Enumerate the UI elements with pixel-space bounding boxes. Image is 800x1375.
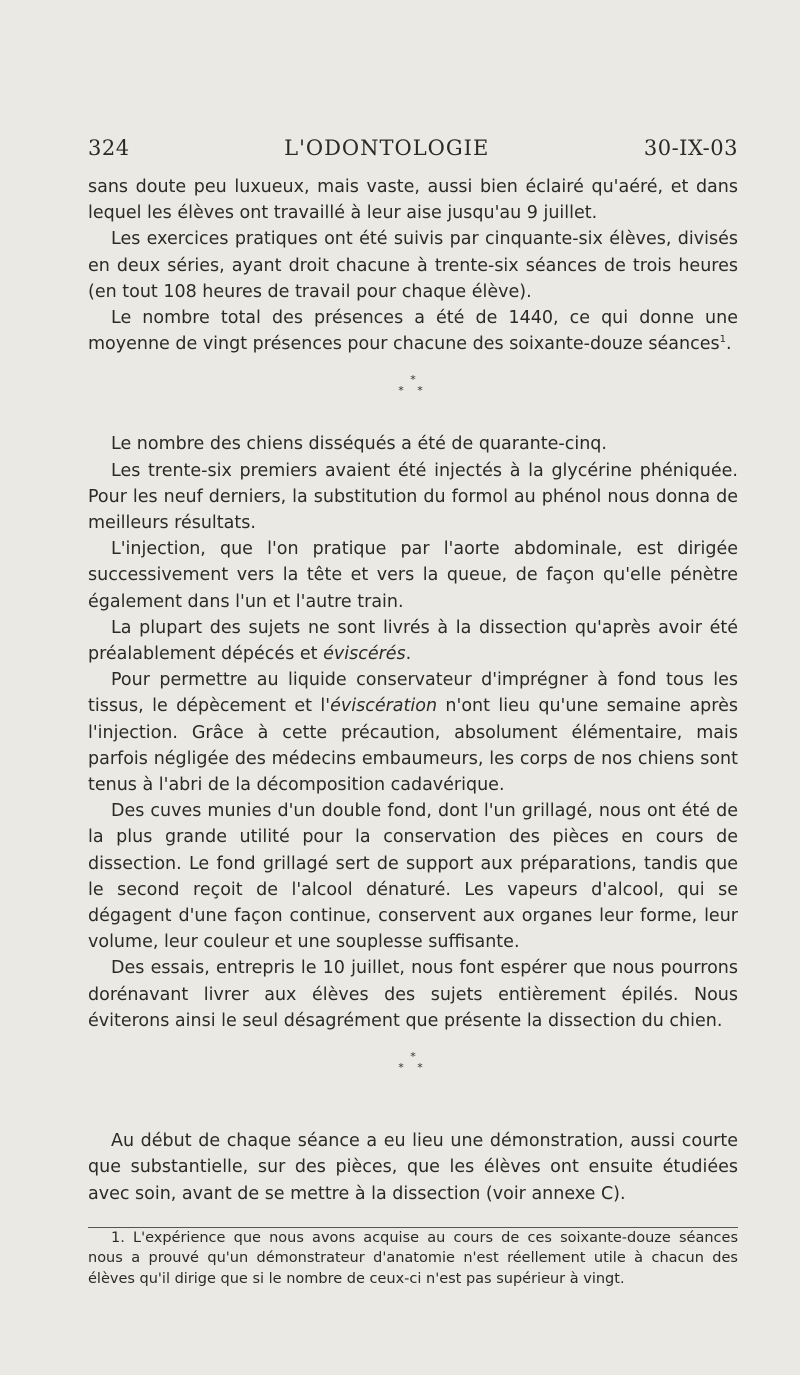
asterism-top: * <box>410 373 416 387</box>
paragraph-8 <box>88 667 738 798</box>
paragraph-7-text: La plupart des sujets ne sont livrés à la dissection qu'après avoir été préalablement dépécés et <box>88 617 738 665</box>
asterism-bottom-2: * * <box>398 1061 428 1075</box>
footnote-text: L'expérience que nous avons acquise au cours de ces soixante-douze séances nous a prouvé qu'un démonstrateur d'anatomie n'est réellement utile à chacun des élèves qu'il dirige que si le nombre de ceux-ci n'est pas supérieur à vingt. <box>88 1229 738 1287</box>
paragraph-7-end: . <box>405 644 412 665</box>
footnote-reference: 1 <box>719 334 726 346</box>
asterism-top-2: * <box>410 1050 416 1064</box>
paragraph-8-end: n'ont lieu qu'une semaine après l'injection. Grâce à cette précaution, absolument élémentaire, mais parfois négligée des médecins embaumeurs, les corps de nos chiens sont tenus à l'abri de la décomposition cadavérique. <box>88 696 738 796</box>
page-number: 324 <box>88 136 130 160</box>
paragraph-6: L'injection, que l'on pratique par l'aorte abdominale, est dirigée successivement vers la tête et vers la queue, de façon qu'elle pénètre également dans l'un et l'autre train. <box>88 539 738 612</box>
asterism-separator-2 <box>88 1034 738 1094</box>
paragraph-3 <box>88 305 738 357</box>
journal-title: L'ODONTOLOGIE <box>284 136 490 160</box>
paragraph-8-text: Pour permettre au liquide conservateur d'imprégner à fond tous les tissus, le dépècement et l' <box>88 670 738 717</box>
article-body <box>88 174 738 1289</box>
paragraph-3-end: . <box>726 334 732 355</box>
paragraph-3-text: Le nombre total des présences a été de 1440, ce qui donne une moyenne de vingt présences pour chacune des soixante-douze séances <box>88 308 738 355</box>
paragraph-8-italic: éviscération <box>330 696 438 717</box>
issue-date: 30-IX-03 <box>643 136 738 160</box>
paragraph-7 <box>88 615 738 667</box>
paragraph-2: Les exercices pratiques ont été suivis par cinquante-six élèves, divisés en deux séries, ayant droit chacune à trente-six séances de trois heures (en tout 108 heures de travail pour chaque élève). <box>88 229 738 302</box>
asterism-separator <box>88 357 738 417</box>
paragraph-9: Des cuves munies d'un double fond, dont l'un grillagé, nous ont été de la plus grande utilité pour la conservation des pièces en cours de dissection. Le fond grillagé sert de support aux préparations, tandis que le second reçoit de l'alcool dénaturé. Les vapeurs d'alcool, qui se dégagent d'une façon continue, conservent aux organes leur forme, leur volume, leur couleur et une souplesse suffisante. <box>88 801 738 953</box>
paragraph-5: Les trente-six premiers avaient été injectés à la glycérine phéniquée. Pour les neuf derniers, la substitution du formol au phénol nous donna de meilleurs résultats. <box>88 460 738 534</box>
paragraph-10: Des essais, entrepris le 10 juillet, nous font espérer que nous pourrons dorénavant livrer aux élèves des sujets entièrement épilés. Nous éviterons ainsi le seul désagrément que présente la dissection du chien. <box>88 958 738 1031</box>
asterism-bottom: * * <box>398 384 428 398</box>
paragraph-11: Au début de chaque séance a eu lieu une démonstration, aussi courte que substantielle, sur des pièces, que les élèves ont ensuite étudiées avec soin, avant de se mettre à la dissection (voir annexe C). <box>88 1131 738 1204</box>
paragraph-7-italic: éviscérés <box>323 644 406 665</box>
footnote-marker: 1. <box>111 1229 125 1246</box>
paragraph-1: sans doute peu luxueux, mais vaste, aussi bien éclairé qu'aéré, et dans lequel les élèves ont travaillé à leur aise jusqu'au 9 juillet. <box>88 177 738 224</box>
footnote <box>88 1228 738 1290</box>
paragraph-4: Le nombre des chiens disséqués a été de quarante-cinq. <box>111 434 607 455</box>
running-header <box>88 136 738 160</box>
